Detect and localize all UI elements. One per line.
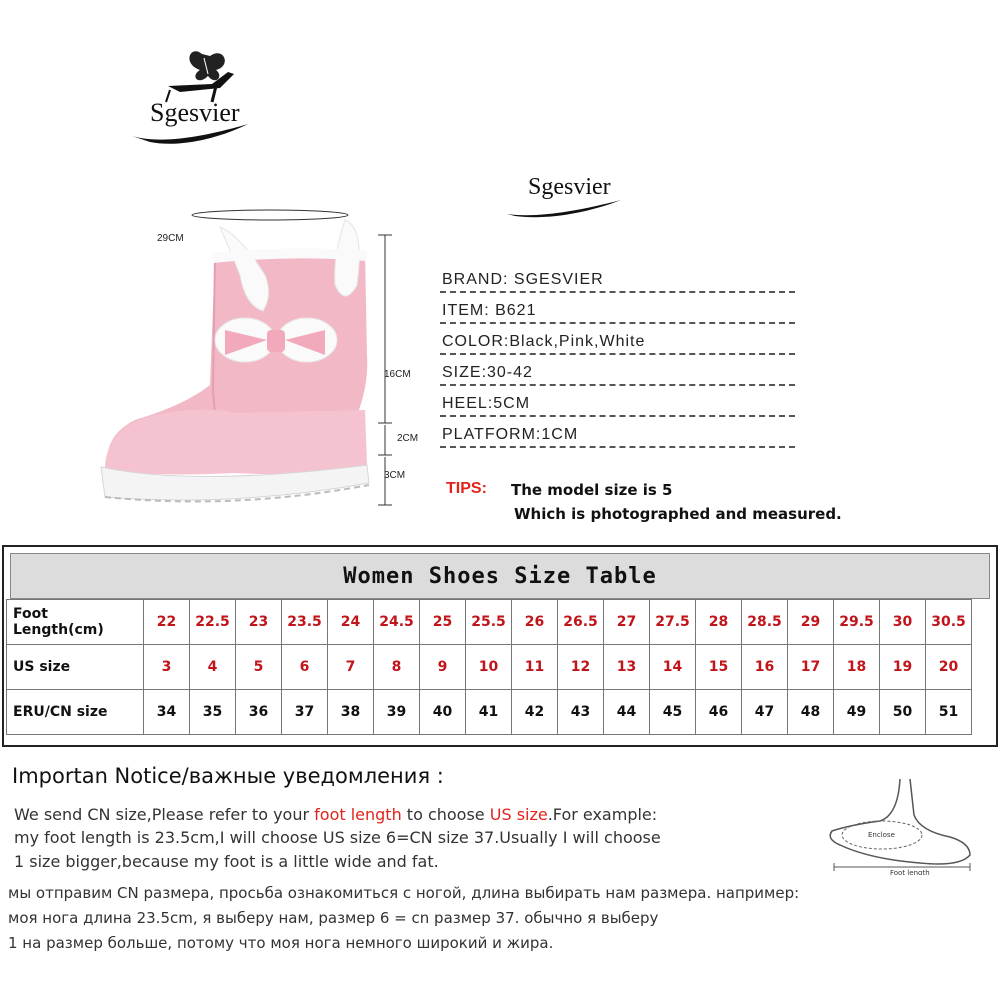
size-cell: 23.5 [282, 600, 328, 645]
foot-length-label: Foot length [890, 869, 930, 875]
tips-line-2: Which is photographed and measured. [514, 505, 842, 523]
notice-en-line-2: my foot length is 23.5cm,I will choose US size 6=CN size 37.Usually I will choose [14, 828, 661, 847]
size-cell: 36 [236, 690, 282, 735]
size-cell: 28 [696, 600, 742, 645]
size-cell: 23 [236, 600, 282, 645]
size-cell: 19 [880, 645, 926, 690]
brand-logo-text: Sgesvier [150, 98, 240, 127]
size-cell: 30 [880, 600, 926, 645]
size-cell: 50 [880, 690, 926, 735]
shaft-height-label: 16CM [384, 369, 411, 380]
size-cell: 46 [696, 690, 742, 735]
size-cell: 12 [558, 645, 604, 690]
notice-ru-line-2: моя нога длина 23.5cm, я выберу нам, размер 6 = cn размер 37. обычно я выберу [8, 909, 659, 927]
spec-size: SIZE:30-42 [440, 358, 795, 388]
size-grid [6, 599, 972, 735]
logo-swoosh-icon [505, 196, 625, 218]
shaft-circumference-label: 29CM [157, 233, 184, 244]
size-row-header: US size [7, 645, 144, 690]
size-cell: 40 [420, 690, 466, 735]
size-cell: 20 [926, 645, 972, 690]
size-cell: 17 [788, 645, 834, 690]
size-cell: 8 [374, 645, 420, 690]
size-cell: 30.5 [926, 600, 972, 645]
tips-line-1: The model size is 5 [511, 481, 673, 499]
foot-icon [820, 775, 990, 875]
size-cell: 51 [926, 690, 972, 735]
size-cell: 11 [512, 645, 558, 690]
size-cell: 10 [466, 645, 512, 690]
notice-ru-line-3: 1 на размер больше, потому что моя нога немного широкий и жира. [8, 934, 554, 952]
heel-height-label: 2CM [397, 433, 419, 444]
size-table-title: Women Shoes Size Table [343, 563, 657, 589]
brand-logo-small-text: Sgesvier [528, 174, 611, 200]
foot-measure-diagram [820, 775, 990, 875]
size-cell: 47 [742, 690, 788, 735]
size-cell: 44 [604, 690, 650, 735]
size-cell: 25 [420, 600, 466, 645]
size-cell: 24.5 [374, 600, 420, 645]
size-cell: 41 [466, 690, 512, 735]
size-cell: 28.5 [742, 600, 788, 645]
spec-platform: PLATFORM:1CM [440, 420, 795, 450]
size-cell: 18 [834, 645, 880, 690]
enclose-label: Enclose [868, 831, 895, 839]
spec-color: COLOR:Black,Pink,White [440, 327, 795, 357]
size-cell: 22.5 [190, 600, 236, 645]
size-cell: 26.5 [558, 600, 604, 645]
size-cell: 42 [512, 690, 558, 735]
size-cell: 38 [328, 690, 374, 735]
size-row-header: ERU/CN size [7, 690, 144, 735]
size-cell: 48 [788, 690, 834, 735]
size-cell: 9 [420, 645, 466, 690]
size-cell: 3 [144, 645, 190, 690]
notice-en-line-1: We send CN size,Please refer to your foot length to choose US size.For example: [14, 805, 658, 824]
size-cell: 6 [282, 645, 328, 690]
tips-label: TIPS: [446, 480, 487, 497]
size-cell: 22 [144, 600, 190, 645]
platform-height-label: 3CM [384, 470, 406, 481]
size-cell: 49 [834, 690, 880, 735]
size-cell: 27.5 [650, 600, 696, 645]
size-cell: 5 [236, 645, 282, 690]
size-cell: 7 [328, 645, 374, 690]
size-cell: 25.5 [466, 600, 512, 645]
size-row [7, 690, 972, 735]
size-cell: 4 [190, 645, 236, 690]
spec-item: ITEM: B621 [440, 296, 795, 326]
size-cell: 37 [282, 690, 328, 735]
size-row-header: Foot Length(cm) [7, 600, 144, 645]
size-cell: 39 [374, 690, 420, 735]
size-cell: 43 [558, 690, 604, 735]
size-cell: 24 [328, 600, 374, 645]
size-cell: 27 [604, 600, 650, 645]
size-cell: 45 [650, 690, 696, 735]
size-cell: 16 [742, 645, 788, 690]
size-table-title-bar [10, 553, 990, 599]
size-cell: 26 [512, 600, 558, 645]
size-cell: 14 [650, 645, 696, 690]
notice-en-line-3: 1 size bigger,because my foot is a little wide and fat. [14, 852, 439, 871]
notice-ru-line-1: мы отправим CN размера, просьба ознакомиться с ногой, длина выбирать нам размера. например: [8, 884, 800, 902]
size-cell: 15 [696, 645, 742, 690]
spec-heel: HEEL:5CM [440, 389, 795, 419]
size-cell: 35 [190, 690, 236, 735]
size-table [2, 545, 998, 747]
size-row [7, 600, 972, 645]
dimension-lines [180, 205, 410, 515]
notice-title: Importan Notice/важные уведомления : [12, 764, 444, 788]
size-cell: 29 [788, 600, 834, 645]
size-cell: 34 [144, 690, 190, 735]
size-row [7, 645, 972, 690]
size-cell: 13 [604, 645, 650, 690]
size-cell: 29.5 [834, 600, 880, 645]
spec-brand: BRAND: SGESVIER [440, 265, 795, 295]
